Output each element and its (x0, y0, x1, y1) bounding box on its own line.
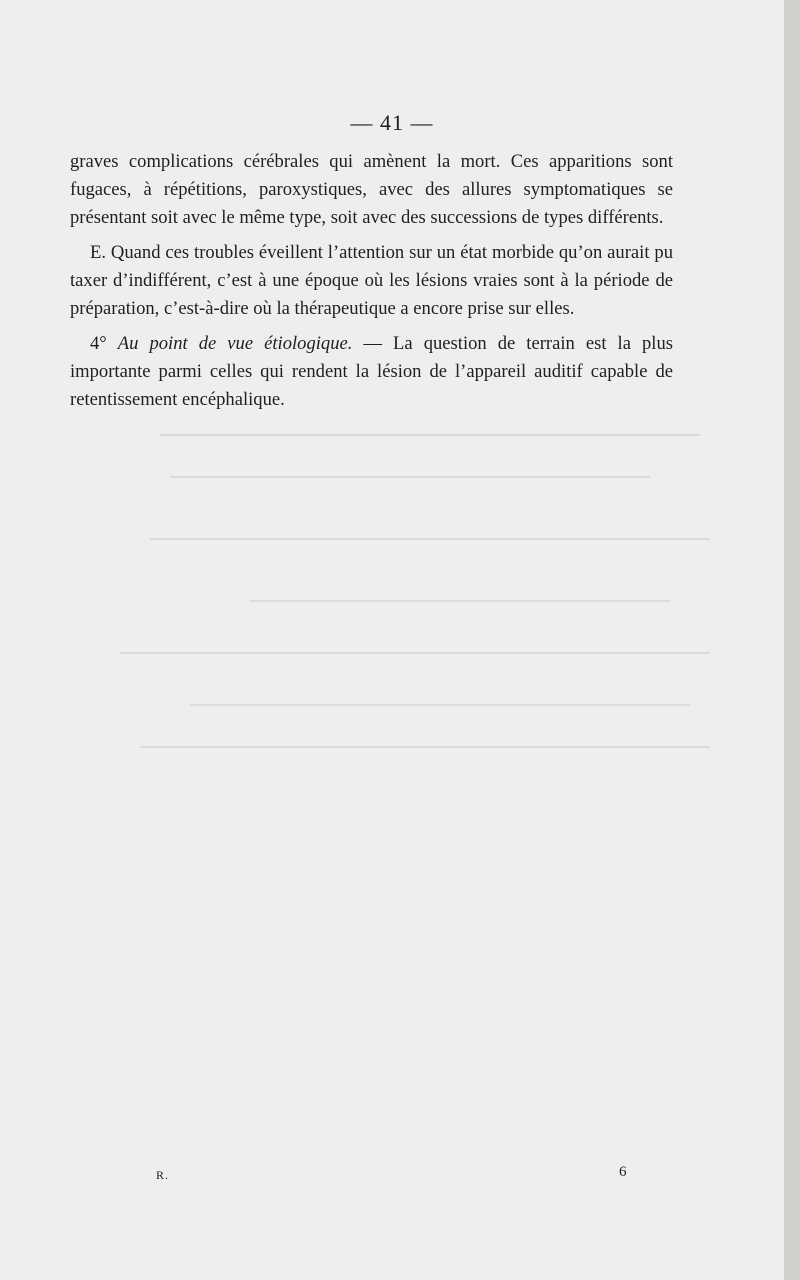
paragraph-4-lead: 4° (90, 333, 118, 354)
body-text (70, 148, 673, 421)
paragraph-4-text: — La question de terrain est la plus importante parmi celles qui rendent la lésion de l’appareil auditif capable de retentissement encéphalique. (70, 333, 673, 410)
paragraph-4 (70, 330, 673, 414)
paragraph-4-heading: Au point de vue étiologique. (117, 333, 353, 354)
page-number: — 41 — (350, 110, 434, 135)
bleed-through-decoration (90, 340, 710, 1100)
paragraph-continuation: graves complications cérébrales qui amènent la mort. Ces apparitions sont fugaces, à répétitions, paroxystiques, avec des allures symptomatiques se présentant soit avec le même type, soit avec des successions de types différents. (70, 151, 673, 228)
footer-signature: R. (156, 1168, 170, 1182)
page-edge (784, 0, 800, 1280)
paragraph-e: E. Quand ces troubles éveillent l’attention sur un état morbide qu’on aurait pu taxer d’indifférent, c’est à une époque où les lésions vraies sont à la période de préparation, c’est-à-dire où la thérapeutique a encore prise sur elles. (70, 242, 673, 319)
footer-sheet-number: 6 (619, 1164, 627, 1180)
